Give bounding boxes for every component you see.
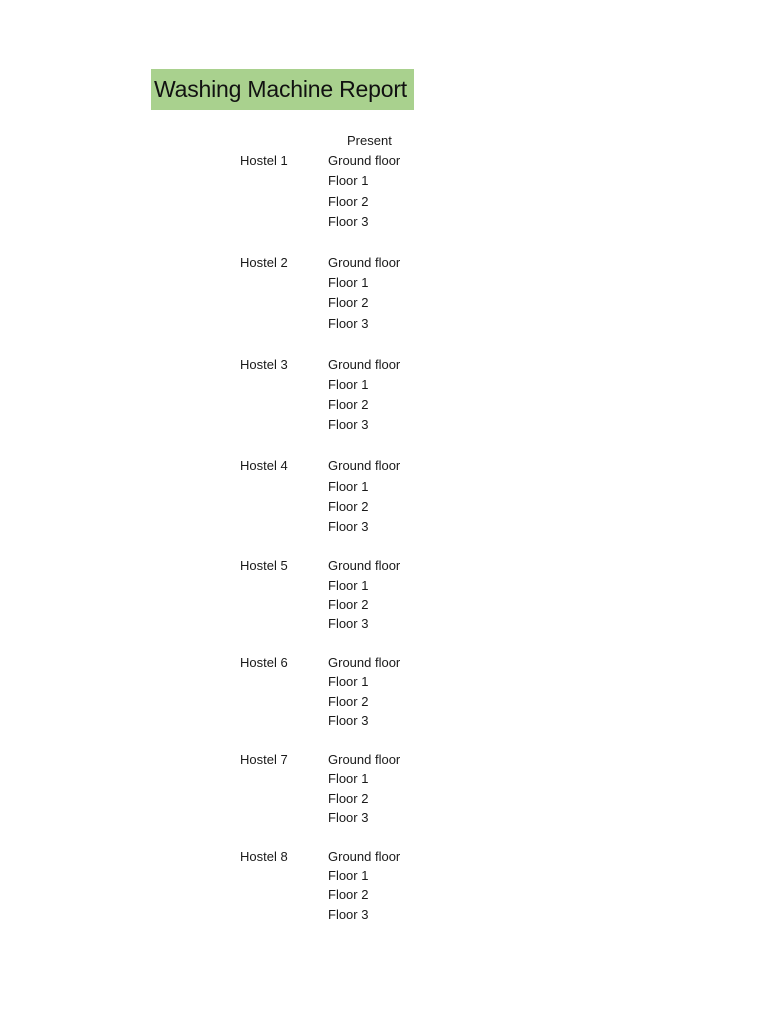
- hostel-label: Hostel 2: [240, 255, 288, 270]
- floor-label: Floor 1: [328, 868, 369, 883]
- floor-label: Floor 3: [328, 214, 369, 229]
- floor-label: Ground floor: [328, 558, 401, 573]
- floor-label: Floor 2: [328, 597, 369, 612]
- hostel-label: Hostel 3: [240, 357, 288, 372]
- hostel-label: Hostel 8: [240, 849, 288, 864]
- floor-label: Ground floor: [328, 849, 401, 864]
- floor-label: Floor 1: [328, 173, 369, 188]
- report-title: Washing Machine Report: [154, 76, 407, 102]
- hostel-label: Hostel 7: [240, 752, 288, 767]
- floor-label: Floor 1: [328, 771, 369, 786]
- floor-label: Floor 3: [328, 417, 369, 432]
- floor-label: Floor 1: [328, 377, 369, 392]
- floor-label: Floor 1: [328, 674, 369, 689]
- floor-label: Ground floor: [328, 752, 401, 767]
- floor-label: Floor 2: [328, 295, 369, 310]
- floor-label: Floor 3: [328, 316, 369, 331]
- floor-label: Floor 1: [328, 578, 369, 593]
- floor-label: Floor 2: [328, 499, 369, 514]
- floor-label: Floor 2: [328, 397, 369, 412]
- floor-label: Floor 2: [328, 194, 369, 209]
- report-title-banner: [151, 69, 414, 110]
- floor-label: Floor 2: [328, 694, 369, 709]
- hostel-label: Hostel 4: [240, 458, 288, 473]
- floor-label: Floor 3: [328, 810, 369, 825]
- floor-label: Floor 2: [328, 887, 369, 902]
- hostel-label: Hostel 6: [240, 655, 288, 670]
- floor-label: Floor 3: [328, 519, 369, 534]
- floor-label: Ground floor: [328, 655, 401, 670]
- hostel-label: Hostel 1: [240, 153, 288, 168]
- floor-label: Ground floor: [328, 357, 401, 372]
- floor-label: Ground floor: [328, 153, 401, 168]
- floor-label: Floor 1: [328, 275, 369, 290]
- floor-label: Floor 3: [328, 907, 369, 922]
- present-column-header: Present: [347, 133, 392, 148]
- hostel-label: Hostel 5: [240, 558, 288, 573]
- floor-label: Ground floor: [328, 255, 401, 270]
- floor-label: Floor 1: [328, 479, 369, 494]
- floor-label: Floor 3: [328, 616, 369, 631]
- floor-label: Ground floor: [328, 458, 401, 473]
- floor-label: Floor 3: [328, 713, 369, 728]
- floor-label: Floor 2: [328, 791, 369, 806]
